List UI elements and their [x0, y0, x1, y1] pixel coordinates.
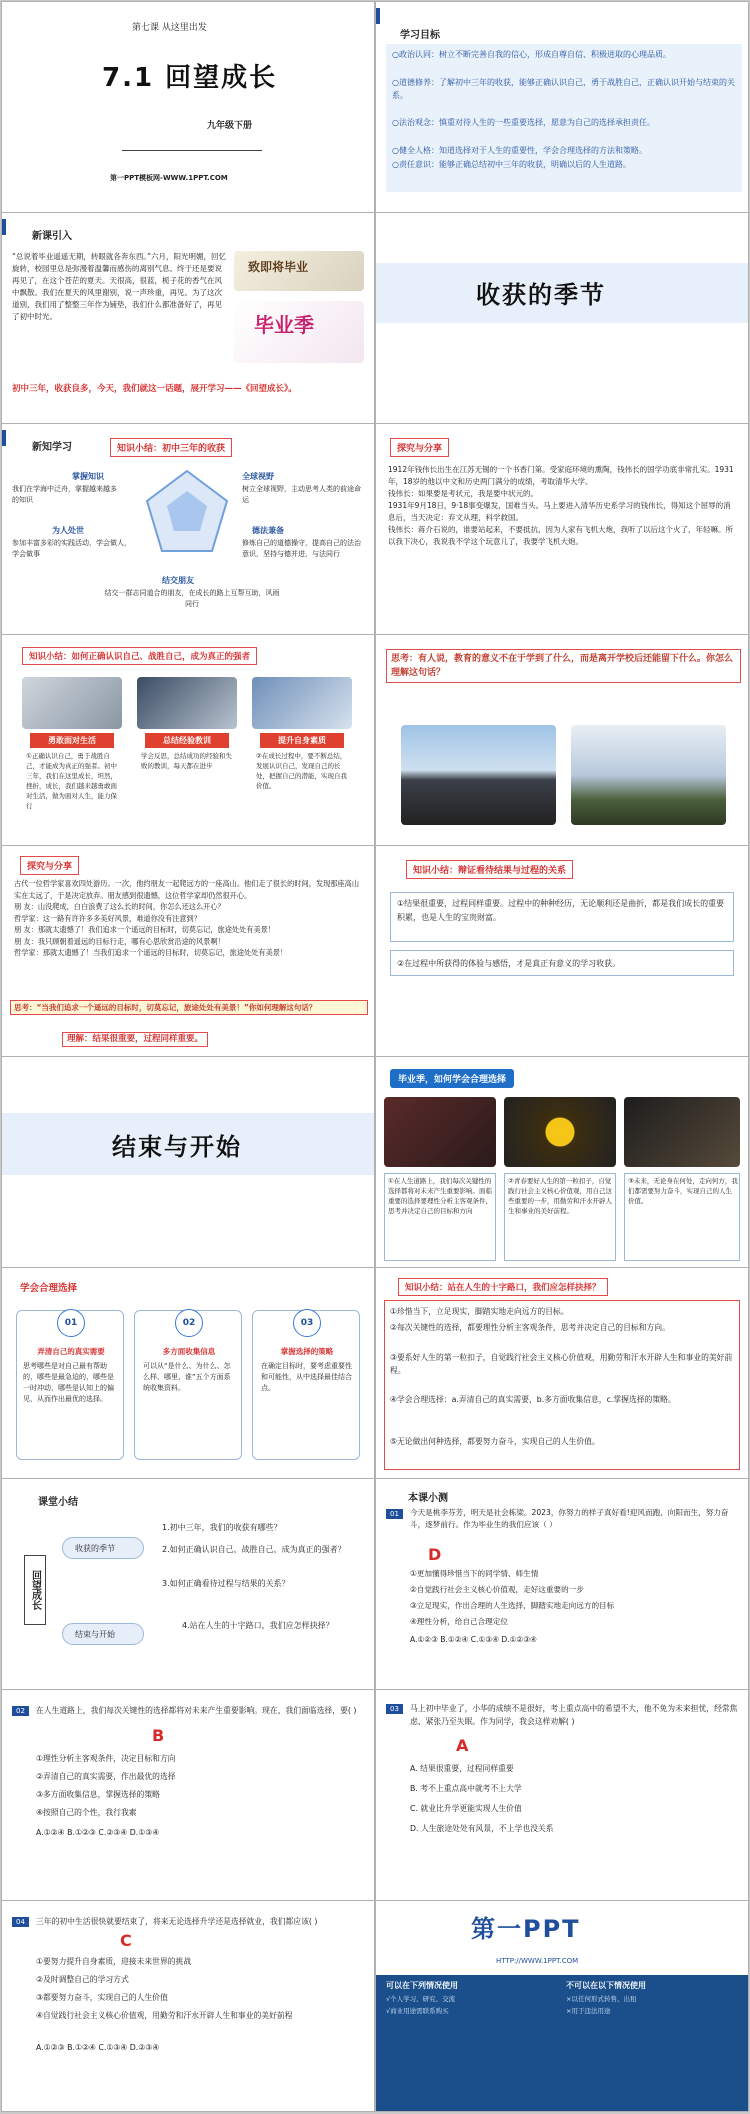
- item-body-2: 树立全球视野，主动思考人类的前途命运: [242, 485, 361, 504]
- quiz-question-2: 在人生道路上，我们每次关键性的选择都将对未来产生重要影响。现在，我们面临选择，要( ): [36, 1706, 357, 1715]
- quiz-answer-1: D: [428, 1545, 442, 1564]
- crossroads-4: ④学会合理选择：a.弄清自己的真实需要，b.多方面收集信息，c.掌握选择的策略。: [390, 1395, 676, 1404]
- result-summary: 知识小结：辩证看待结果与过程的关系: [406, 860, 573, 879]
- slide-cover: [2, 2, 374, 212]
- slide-explore-1: [376, 424, 748, 634]
- quiz3-opt-b: B. 考不上重点高中就考不上大学: [410, 1784, 522, 1793]
- crossroads-box: [384, 1300, 740, 1470]
- crossroads-summary: 知识小结：站在人生的十字路口，我们应怎样抉择？: [398, 1278, 608, 1296]
- result-p2: ②在过程中所获得的体验与感悟，才是真正有意义的学习收获。: [397, 959, 621, 968]
- slide-explore-2: [2, 846, 374, 1056]
- slide-new-knowledge: [2, 424, 374, 634]
- graduates-image-2: [571, 725, 726, 825]
- explore2-title: 探究与分享: [20, 856, 79, 875]
- quiz1-opt-1: ①更加懂得珍惜当下的同学情、师生情: [410, 1569, 539, 1578]
- quiz-question-1: 今天是桃李芬芳，明天是社会栋梁。2023，你努力的样子真好看!迎风而跑、向阳而生，努力奋斗，逐梦前行。作为毕业生的我们应该（ ）: [410, 1508, 729, 1529]
- result-box-2: [390, 950, 734, 976]
- card-body-1: ①正确认识自己，勇于战胜自己，才能成为真正的强者。初中三年，我们在这里成长，坦然，挫折，成长，我们越来越勇敢面对生活，做为面对人生，能力保行: [26, 752, 117, 810]
- card-tag-3: 提升自身素质: [260, 733, 344, 748]
- quiz2-opt-1: ①理性分析主客观条件，决定目标和方向: [36, 1754, 176, 1763]
- slide-reasonable-choice: [2, 1268, 374, 1478]
- explore2-think: 思考：“当我们追求一个遥远的目标时，切莫忘记，旅途处处有美景！”你如何理解这句话？: [10, 1000, 368, 1015]
- quiz-answer-2: B: [152, 1726, 165, 1745]
- card-tag-2: 总结经验教训: [145, 733, 229, 748]
- choice-text-2: ②青春要好人生的第一粒扣子，自觉践行社会主义核心价值观，用自己这些重要的一步，用勤劳和汗水开辟人生和事业的美好前程。: [508, 1177, 612, 1215]
- slide-intro: [2, 213, 374, 423]
- card-number-3: 03: [293, 1309, 321, 1337]
- item-body-3: 参加丰富多彩的实践活动，学会做人，学会做事: [12, 539, 131, 558]
- card-tag-3: 掌握选择的策略: [280, 1347, 334, 1356]
- quiz4-opt-2: ②及时调整自己的学习方式: [36, 1975, 129, 1984]
- reasonable-title: 学会合理选择: [20, 1280, 77, 1294]
- result-p1: ①结果很重要，过程同样重要。过程中的种种经历，无论顺利还是曲折，都是我们成长的重要积累，也是人生的宝贵财富。: [397, 899, 725, 922]
- graduation-image-2: [234, 301, 364, 363]
- choice-box-3: [624, 1173, 740, 1261]
- item-body-5: 结交一群志同道合的朋友，在成长的路上互帮互助，风雨同行: [104, 589, 280, 608]
- section-title: 结束与开始: [112, 1133, 242, 1161]
- slide-choice: [376, 1057, 748, 1267]
- card-1: [16, 1310, 124, 1460]
- card-tag-2: 多方面收集信息: [162, 1347, 216, 1356]
- summary-title: 课堂小结: [38, 1497, 78, 1508]
- objective-1: ○政治认同：树立不断完善自我的信心，形成自尊自信、积极进取的心理品质。: [392, 50, 671, 59]
- quiz3-opt-a: A. 结果很重要，过程同样重要: [410, 1764, 514, 1773]
- choice-image-3: [624, 1097, 740, 1167]
- quiz-number-1: 01: [386, 1509, 403, 1519]
- crossroads-5: ⑤无论做出何种选择，都要努力奋斗，实现自己的人生价值。: [390, 1437, 600, 1446]
- slide-quiz-1: [376, 1479, 748, 1689]
- objective-4: ○健全人格：知道选择对于人生的重要性，学会合理选择的方法和策略。: [392, 146, 647, 155]
- quiz-number-3: 03: [386, 1704, 403, 1714]
- forbidden-line-1: ×以任何形式转售、出租: [566, 1995, 637, 2003]
- quiz-question-3: 马上初中毕业了，小华的成绩不是很好，考上重点高中的希望不大，他不免为未来担忧，经常焦虑、紧张乃至失眠。作为同学，我会这样劝解( ): [410, 1704, 738, 1726]
- cover-title: 7.1 回望成长: [102, 63, 278, 93]
- item-head-4: 德法兼备: [252, 526, 284, 535]
- root-label: 回望成长: [29, 1570, 41, 1610]
- card-tag-1: 勇敢面对生活: [30, 733, 114, 748]
- cover-footer: 第一PPT模板网-WWW.1PPT.COM: [110, 174, 228, 182]
- quiz3-opt-c: C. 就业比升学更能实现人生价值: [410, 1804, 522, 1813]
- slide-crossroads: [376, 1268, 748, 1478]
- quiz-number-2: 02: [12, 1706, 29, 1716]
- title-bar: [2, 219, 6, 235]
- sunflower-image: [504, 1097, 616, 1167]
- card-2: [134, 1310, 242, 1460]
- quiz4-opt-3: ③都要努力奋斗，实现自己的人生价值: [36, 1993, 168, 2002]
- quiz-number-4: 04: [12, 1917, 29, 1927]
- allowed-head: 可以在下列情况使用: [386, 1981, 458, 1990]
- objective-3: ○法治观念：慎重对待人生的一些重要选择，愿意为自己的选择承担责任。: [392, 118, 655, 127]
- quiz4-opt-1: ①要努力提升自身素质，迎接未来世界的挑战: [36, 1957, 192, 1966]
- explore-title: 探究与分享: [390, 438, 449, 457]
- slide-result-process: [376, 846, 748, 1056]
- card-3: [252, 1310, 360, 1460]
- summary-q4: 4.站在人生的十字路口，我们应怎样抉择？: [182, 1621, 334, 1630]
- crossroads-1: ①珍惜当下，立足现实，脚踏实地走向远方的目标。: [390, 1307, 569, 1316]
- slide-class-summary: [2, 1479, 374, 1689]
- quiz2-choices: A.①②④ B.①②③ C.②③④ D.①③④: [36, 1828, 160, 1837]
- allowed-line-2: √商业用途需联系购买: [386, 2007, 449, 2015]
- item-head-2: 全球视野: [242, 472, 274, 481]
- graduation-image-1: [234, 251, 364, 291]
- card-image-1: [22, 677, 122, 729]
- brand-logo: 第一PPT: [471, 1915, 581, 1943]
- brand-footer: [376, 1975, 748, 2111]
- crossroads-3: ③要系好人生的第一粒扣子，自觉践行社会主义核心价值观，用勤劳和汗水开辟人生和事业的美好前程。: [390, 1353, 733, 1375]
- choice-pill: 毕业季，如何学会合理选择: [390, 1069, 514, 1088]
- slide-quiz-2: [2, 1690, 374, 1900]
- summary-q1: 1.初中三年，我们的收获有哪些？: [162, 1523, 282, 1532]
- objective-5: ○责任意识：能够正确总结初中三年的收获，明确以后的人生道路。: [392, 160, 631, 169]
- forbidden-head: 不可以在以下情况使用: [566, 1981, 646, 1990]
- explore2-answer: 理解：结果很重要，过程同样重要。: [62, 1032, 208, 1047]
- graduates-image-1: [401, 725, 556, 825]
- intro-title: 新课引入: [32, 231, 72, 242]
- brand-url: HTTP://WWW.1PPT.COM: [496, 1957, 579, 1965]
- quiz-answer-4: C: [120, 1931, 132, 1950]
- knowledge-title: 新知学习: [32, 442, 72, 453]
- title-bar: [376, 8, 380, 24]
- image-text-2: 毕业季: [254, 313, 314, 337]
- card-image-2: [137, 677, 237, 729]
- pentagon-diagram: [142, 466, 232, 556]
- branch-2: [62, 1623, 144, 1645]
- quiz2-opt-2: ②弄清自己的真实需要，作出最优的选择: [36, 1772, 176, 1781]
- allowed-line-1: √个人学习、研究、交流: [386, 1995, 456, 2003]
- think-prompt: 思考：有人说，教育的意义不在于学到了什么，而是离开学校后还能留下什么。你怎么理解这句话？: [386, 649, 741, 683]
- grade-label: 九年级下册: [207, 121, 253, 131]
- quiz2-opt-3: ③多方面收集信息，掌握选择的策略: [36, 1790, 160, 1799]
- slide-objectives: [376, 2, 748, 212]
- objectives-box: [386, 44, 742, 192]
- mindmap-root: [24, 1555, 46, 1625]
- card-body-3: ②在成长过程中，要不断总结，发展认识自己，发现自己的长处，把握自己的潜能，实现自我价值。: [256, 752, 347, 790]
- summary-q2: 2.如何正确认识自己，战胜自己，成为真正的强者？: [162, 1545, 346, 1554]
- slide-quiz-4: [2, 1901, 374, 2111]
- quiz3-opt-d: D. 人生旅途处处有风景，不上学也没关系: [410, 1824, 554, 1833]
- choice-image-1: [384, 1097, 496, 1167]
- branch-1-label: 收获的季节: [75, 1544, 115, 1553]
- slide-section-harvest: [376, 213, 748, 423]
- card-image-3: [252, 677, 352, 729]
- slide-brand: [376, 1901, 748, 2111]
- image-text-1: 致即将毕业: [248, 260, 309, 274]
- quiz1-opt-2: ②自觉践行社会主义核心价值观，走好这重要的一步: [410, 1585, 584, 1594]
- card-body-2: 可以从“是什么、为什么、怎么样、哪里、谁”五个方面系统收集资料。: [143, 1362, 231, 1392]
- explore2-paragraph: 古代一位哲学家喜欢四处游历。一次，他约朋友一起爬远方的一座高山。他们走了很长的时间，发现那座高山实在太远了，于是决定放弃。朋友感到很遗憾，这位哲学家却仍然很开心。 朋 友：山没爬成，白白浪费了这么长的时间，你怎么还这么开心？ 哲学家：这一路有许许多多美好风景，难道你没有注意到？ 朋 友：那就太遗憾了！我们追求一个遥远的目标时，切莫忘记，旅途处处有美景！ 朋 友：我只顾朝着遥远的目标行走，哪有心思欣赏沿途的风景啊！ 哲学家：那就太遗憾了！当我们追求一个遥远的目标时，切莫忘记，旅途处处有美景！: [14, 879, 360, 957]
- quiz4-choices: A.①②③ B.①②④ C.①③④ D.②③④: [36, 2043, 160, 2052]
- explore-paragraph: 1912年钱伟长出生在江苏无锡的一个书香门第。受家庭环境的熏陶，钱伟长的国学功底非常扎实。1931年，18岁的他以中文和历史两门满分的成绩，考取清华大学。 钱伟长：如果要是考状元，我是要中状元的。 1931年9月18日，9·18事变爆发，国难当头。马上要进入清华历史系学习的钱伟长，得知这个屈辱的消息后，当天决定：弃文从理，科学救国。 钱伟长：蒋介石说的，谁要站起来，不要抵抗，因为人家有飞机大炮，我听了以后这个火了，年轻嘛。所以我下决心，我说我不学这个玩意儿了，我要学飞机大炮。: [388, 465, 734, 546]
- slide-quiz-3: [376, 1690, 748, 1900]
- objectives-title: 学习目标: [400, 30, 440, 41]
- intro-conclusion: 初中三年，收获良多，今天，我们就这一话题，展开学习——《回望成长》。: [12, 384, 297, 394]
- slide-section-end-start: [2, 1057, 374, 1267]
- quiz2-opt-4: ④按照自己的个性，我行我素: [36, 1808, 137, 1817]
- quiz1-opt-3: ③立足现实，作出合理的人生选择，脚踏实地走向远方的目标: [410, 1601, 615, 1610]
- objective-2: ○道德修养：了解初中三年的收获，能够正确认识自己，勇于战胜自己，正确认识开始与结束的关系。: [392, 78, 735, 100]
- knowledge-summary: 知识小结：初中三年的收获: [110, 438, 232, 457]
- choice-text-1: ①在人生道路上，我们每次关键性的选择都将对未来产生重要影响。面临重要的选择要理性分析主客观条件，思考并决定自己的目标和方向: [388, 1177, 492, 1215]
- quiz-question-4: 三年的初中生活很快就要结束了，将来无论选择升学还是选择就业，我们都应该( ): [36, 1917, 318, 1926]
- card-body-1: 思考哪些是对自己最有帮助的，哪些是最急迫的，哪些是一时冲动，哪些是认知上的偏见，从而作出最优的选择。: [23, 1362, 114, 1403]
- unit-label: 第七课 从这里出发: [132, 23, 207, 33]
- slide-think: [376, 635, 748, 845]
- intro-paragraph: “总说着毕业遥遥无期，转眼就各奔东西。”六月，阳光明媚，回忆旋转，校园里总是弥漫着温馨而感伤的离别气息。终于还是要说再见了，在这个苍茫的夏天。天很高，很蓝，栀子花的香气在风中飘散。我们在夏天的风里谢别，说一声珍重，再见。为了这次道别，我们用了整整三年作为铺垫，我们什么都准备好了，再见了初中时光。: [12, 252, 227, 321]
- item-body-1: 我们在学海中泛舟，掌握越来越多的知识: [12, 485, 117, 504]
- card-number-2: 02: [175, 1309, 203, 1337]
- item-head-5: 结交朋友: [162, 576, 194, 585]
- crossroads-2: ②每次关键性的选择，都要理性分析主客观条件，思考并决定自己的目标和方向。: [390, 1323, 670, 1332]
- branch-2-label: 结束与开始: [75, 1630, 115, 1639]
- quiz1-opt-4: ④理性分析，给自己合理定位: [410, 1617, 508, 1626]
- choice-text-3: ③未来，无论身在何处，走向何方，我们都需要努力奋斗，实现自己的人生价值。: [628, 1177, 738, 1205]
- strong-summary: 知识小结：如何正确认识自己、战胜自己，成为真正的强者: [22, 647, 257, 665]
- title-bar: [2, 430, 6, 446]
- card-body-3: 在确定目标时，要考虑重要性和可能性，从中选择最佳结合点。: [261, 1362, 352, 1392]
- quiz1-choices: A.①②③ B.①②④ C.①③④ D.①②③④: [410, 1635, 537, 1644]
- choice-box-2: [504, 1173, 616, 1261]
- quiz4-opt-4: ④自觉践行社会主义核心价值观，用勤劳和汗水开辟人生和事业的美好前程: [36, 2011, 293, 2020]
- card-tag-1: 弄清自己的真实需要: [37, 1347, 105, 1356]
- slide-strong-self: [2, 635, 374, 845]
- item-head-1: 掌握知识: [72, 472, 104, 481]
- section-title: 收获的季节: [476, 281, 606, 309]
- card-number-1: 01: [57, 1309, 85, 1337]
- card-body-2: 学会反思，总结成功的经验和失败的教训，每天都在进步: [141, 752, 232, 770]
- branch-1: [62, 1537, 144, 1559]
- result-box-1: [390, 892, 734, 942]
- summary-q3: 3.如何正确看待过程与结果的关系？: [162, 1579, 290, 1588]
- item-body-4: 修炼自己的道德操守，提高自己的法治意识，坚持与德并进，与法同行: [242, 539, 361, 558]
- quiz-title: 本课小测: [408, 1493, 448, 1504]
- quiz-answer-3: A: [456, 1736, 469, 1755]
- forbidden-line-2: ×用于违法用途: [566, 2007, 611, 2015]
- divider: [122, 150, 262, 151]
- choice-box-1: [384, 1173, 496, 1261]
- item-head-3: 为人处世: [52, 526, 84, 535]
